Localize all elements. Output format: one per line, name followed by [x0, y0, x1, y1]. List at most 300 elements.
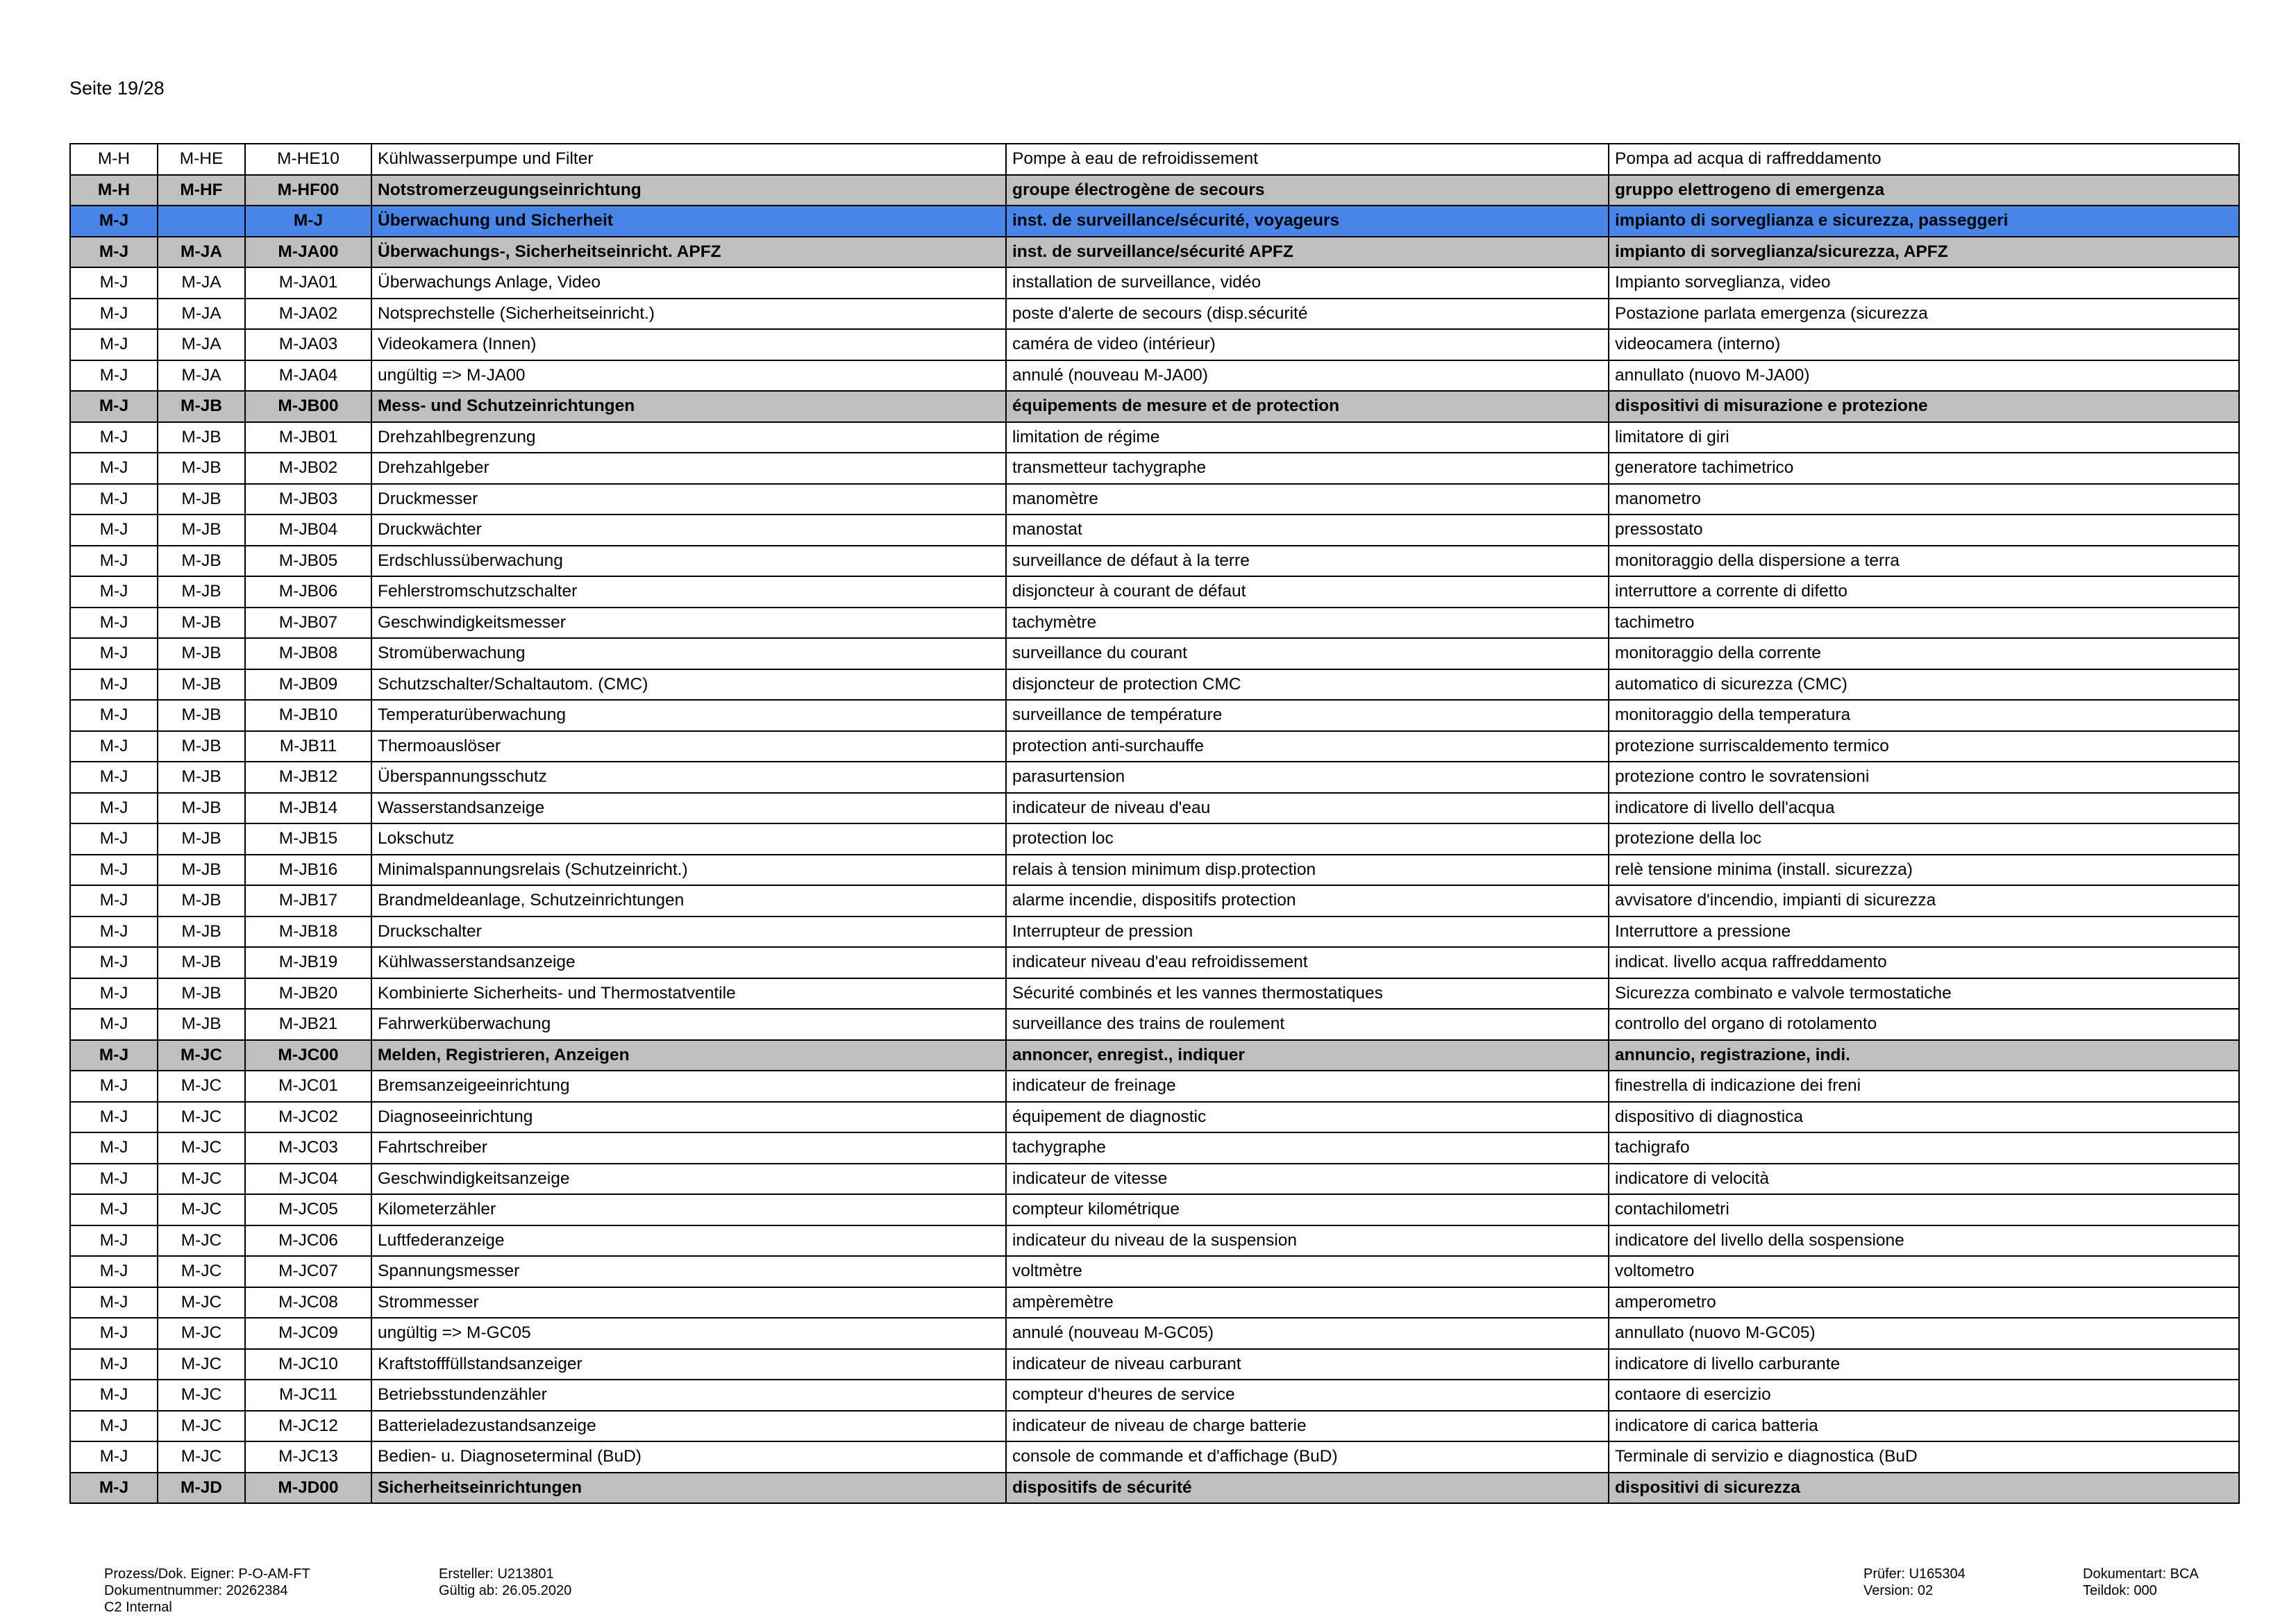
- level2-code-cell: M-JC: [158, 1256, 245, 1287]
- french-description-cell: manostat: [1006, 514, 1609, 546]
- table-row: [70, 762, 2239, 793]
- footer-checker: Prüfer: U165304: [1863, 1566, 1966, 1582]
- italian-description-cell: indicatore di carica batteria: [1609, 1411, 2239, 1442]
- item-code-cell: M-JB09: [245, 669, 371, 701]
- level2-code-cell: M-JB: [158, 885, 245, 916]
- table-row: [70, 608, 2239, 639]
- italian-description-cell: interruttore a corrente di difetto: [1609, 576, 2239, 608]
- level1-code-cell: M-J: [70, 546, 158, 577]
- german-description-cell: Überwachung und Sicherheit: [371, 206, 1006, 237]
- table-row: [70, 144, 2239, 175]
- german-description-cell: ungültig => M-GC05: [371, 1318, 1006, 1349]
- italian-description-cell: manometro: [1609, 484, 2239, 515]
- item-code-cell: M-JB17: [245, 885, 371, 916]
- german-description-cell: Kühlwasserpumpe und Filter: [371, 144, 1006, 175]
- german-description-cell: Notsprechstelle (Sicherheitseinricht.): [371, 299, 1006, 330]
- level1-code-cell: M-J: [70, 669, 158, 701]
- level1-code-cell: M-J: [70, 267, 158, 299]
- level2-code-cell: M-JA: [158, 329, 245, 360]
- level1-code-cell: M-J: [70, 1411, 158, 1442]
- level2-code-cell: M-JB: [158, 762, 245, 793]
- french-description-cell: annulé (nouveau M-GC05): [1006, 1318, 1609, 1349]
- german-description-cell: Fahrtschreiber: [371, 1132, 1006, 1164]
- german-description-cell: Minimalspannungsrelais (Schutzeinricht.): [371, 855, 1006, 886]
- item-code-cell: M-JB15: [245, 823, 371, 855]
- footer-doctype: Dokumentart: BCA: [2083, 1566, 2199, 1582]
- level1-code-cell: M-J: [70, 1164, 158, 1195]
- item-code-cell: M-JB08: [245, 638, 371, 669]
- level1-code-cell: M-J: [70, 608, 158, 639]
- level2-code-cell: M-JD: [158, 1473, 245, 1504]
- item-code-cell: M-JC01: [245, 1071, 371, 1102]
- footer-subdoc: Teildok: 000: [2083, 1583, 2157, 1598]
- french-description-cell: surveillance des trains de roulement: [1006, 1009, 1609, 1040]
- level2-code-cell: M-JA: [158, 237, 245, 268]
- level1-code-cell: M-J: [70, 1009, 158, 1040]
- german-description-cell: Temperaturüberwachung: [371, 700, 1006, 731]
- table-row: [70, 1349, 2239, 1380]
- item-code-cell: M-JB07: [245, 608, 371, 639]
- french-description-cell: indicateur de freinage: [1006, 1071, 1609, 1102]
- german-description-cell: Videokamera (Innen): [371, 329, 1006, 360]
- french-description-cell: dispositifs de sécurité: [1006, 1473, 1609, 1504]
- item-code-cell: M-HF00: [245, 175, 371, 206]
- level2-code-cell: M-JB: [158, 669, 245, 701]
- level1-code-cell: M-J: [70, 1225, 158, 1257]
- level1-code-cell: M-J: [70, 422, 158, 453]
- french-description-cell: parasurtension: [1006, 762, 1609, 793]
- level2-code-cell: M-JB: [158, 855, 245, 886]
- french-description-cell: manomètre: [1006, 484, 1609, 515]
- level2-code-cell: M-JB: [158, 793, 245, 824]
- italian-description-cell: amperometro: [1609, 1287, 2239, 1319]
- german-description-cell: Betriebsstundenzähler: [371, 1380, 1006, 1411]
- item-code-cell: M-JC07: [245, 1256, 371, 1287]
- item-code-cell: M-JC05: [245, 1194, 371, 1225]
- level1-code-cell: M-J: [70, 1441, 158, 1473]
- italian-description-cell: indicatore del livello della sospensione: [1609, 1225, 2239, 1257]
- item-code-cell: M-HE10: [245, 144, 371, 175]
- item-code-cell: M-JC08: [245, 1287, 371, 1319]
- level2-code-cell: M-HF: [158, 175, 245, 206]
- german-description-cell: Batterieladezustandsanzeige: [371, 1411, 1006, 1442]
- german-description-cell: Druckschalter: [371, 916, 1006, 948]
- french-description-cell: indicateur de niveau de charge batterie: [1006, 1411, 1609, 1442]
- level2-code-cell: M-JB: [158, 546, 245, 577]
- level1-code-cell: M-J: [70, 299, 158, 330]
- item-code-cell: M-JB16: [245, 855, 371, 886]
- italian-description-cell: gruppo elettrogeno di emergenza: [1609, 175, 2239, 206]
- item-code-cell: M-JB04: [245, 514, 371, 546]
- table-row: [70, 360, 2239, 392]
- german-description-cell: Diagnoseeinrichtung: [371, 1102, 1006, 1133]
- german-description-cell: Bremsanzeigeeinrichtung: [371, 1071, 1006, 1102]
- level2-code-cell: M-JA: [158, 299, 245, 330]
- level2-code-cell: M-JC: [158, 1380, 245, 1411]
- item-code-cell: M-JA00: [245, 237, 371, 268]
- item-code-cell: M-JC10: [245, 1349, 371, 1380]
- german-description-cell: Brandmeldeanlage, Schutzeinrichtungen: [371, 885, 1006, 916]
- italian-description-cell: Sicurezza combinato e valvole termostatiche: [1609, 978, 2239, 1010]
- level2-code-cell: M-JA: [158, 267, 245, 299]
- italian-description-cell: Pompa ad acqua di raffreddamento: [1609, 144, 2239, 175]
- table-row: [70, 546, 2239, 577]
- french-description-cell: indicateur niveau d'eau refroidissement: [1006, 947, 1609, 978]
- level1-code-cell: M-J: [70, 1349, 158, 1380]
- level2-code-cell: M-JC: [158, 1102, 245, 1133]
- table-row: [70, 576, 2239, 608]
- level1-code-cell: M-J: [70, 484, 158, 515]
- level2-code-cell: M-JC: [158, 1349, 245, 1380]
- italian-description-cell: annuncio, registrazione, indi.: [1609, 1040, 2239, 1071]
- german-description-cell: Drehzahlbegrenzung: [371, 422, 1006, 453]
- table-row: [70, 1411, 2239, 1442]
- level2-code-cell: [158, 206, 245, 237]
- italian-description-cell: monitoraggio della corrente: [1609, 638, 2239, 669]
- level2-code-cell: M-JB: [158, 514, 245, 546]
- italian-description-cell: indicat. livello acqua raffreddamento: [1609, 947, 2239, 978]
- french-description-cell: annoncer, enregist., indiquer: [1006, 1040, 1609, 1071]
- item-code-cell: M-JB02: [245, 453, 371, 484]
- level2-code-cell: M-JB: [158, 576, 245, 608]
- level1-code-cell: M-J: [70, 855, 158, 886]
- german-description-cell: Geschwindigkeitsmesser: [371, 608, 1006, 639]
- italian-description-cell: tachigrafo: [1609, 1132, 2239, 1164]
- level1-code-cell: M-J: [70, 1071, 158, 1102]
- item-code-cell: M-JB05: [245, 546, 371, 577]
- level1-code-cell: M-J: [70, 793, 158, 824]
- french-description-cell: indicateur du niveau de la suspension: [1006, 1225, 1609, 1257]
- level2-code-cell: M-JC: [158, 1132, 245, 1164]
- italian-description-cell: protezione della loc: [1609, 823, 2239, 855]
- item-code-cell: M-JC03: [245, 1132, 371, 1164]
- italian-description-cell: dispositivi di sicurezza: [1609, 1473, 2239, 1504]
- french-description-cell: protection anti-surchauffe: [1006, 731, 1609, 762]
- german-description-cell: Spannungsmesser: [371, 1256, 1006, 1287]
- item-code-cell: M-JB19: [245, 947, 371, 978]
- french-description-cell: voltmètre: [1006, 1256, 1609, 1287]
- item-code-cell: M-JB21: [245, 1009, 371, 1040]
- french-description-cell: Sécurité combinés et les vannes thermostatiques: [1006, 978, 1609, 1010]
- level1-code-cell: M-J: [70, 1132, 158, 1164]
- table-row: [70, 947, 2239, 978]
- french-description-cell: caméra de video (intérieur): [1006, 329, 1609, 360]
- level1-code-cell: M-J: [70, 360, 158, 392]
- level1-code-cell: M-J: [70, 453, 158, 484]
- level1-code-cell: M-J: [70, 329, 158, 360]
- item-code-cell: M-JA01: [245, 267, 371, 299]
- italian-description-cell: impianto di sorveglianza e sicurezza, passeggeri: [1609, 206, 2239, 237]
- item-code-cell: M-JB12: [245, 762, 371, 793]
- footer-version: Version: 02: [1863, 1583, 1934, 1598]
- italian-description-cell: limitatore di giri: [1609, 422, 2239, 453]
- level1-code-cell: M-J: [70, 700, 158, 731]
- table-row: [70, 1164, 2239, 1195]
- item-code-cell: M-JA04: [245, 360, 371, 392]
- item-code-cell: M-JA02: [245, 299, 371, 330]
- group-header-row: [70, 237, 2239, 268]
- item-code-cell: M-JB11: [245, 731, 371, 762]
- level2-code-cell: M-JC: [158, 1287, 245, 1319]
- german-description-cell: Melden, Registrieren, Anzeigen: [371, 1040, 1006, 1071]
- table-row: [70, 793, 2239, 824]
- german-description-cell: Druckwächter: [371, 514, 1006, 546]
- level1-code-cell: M-J: [70, 762, 158, 793]
- italian-description-cell: contaore di esercizio: [1609, 1380, 2239, 1411]
- german-description-cell: Thermoauslöser: [371, 731, 1006, 762]
- table-row: [70, 731, 2239, 762]
- item-code-cell: M-J: [245, 206, 371, 237]
- level1-code-cell: M-J: [70, 731, 158, 762]
- italian-description-cell: annullato (nuovo M-GC05): [1609, 1318, 2239, 1349]
- level1-code-cell: M-J: [70, 1287, 158, 1319]
- french-description-cell: limitation de régime: [1006, 422, 1609, 453]
- level2-code-cell: M-JB: [158, 700, 245, 731]
- french-description-cell: protection loc: [1006, 823, 1609, 855]
- table-row: [70, 299, 2239, 330]
- italian-description-cell: videocamera (interno): [1609, 329, 2239, 360]
- component-code-table: [69, 143, 2240, 1504]
- footer-owner: Prozess/Dok. Eigner: P-O-AM-FT: [104, 1566, 310, 1582]
- item-code-cell: M-JB20: [245, 978, 371, 1010]
- table-row: [70, 916, 2239, 948]
- group-header-row: [70, 1040, 2239, 1071]
- item-code-cell: M-JC09: [245, 1318, 371, 1349]
- level1-code-cell: M-J: [70, 916, 158, 948]
- level2-code-cell: M-HE: [158, 144, 245, 175]
- german-description-cell: ungültig => M-JA00: [371, 360, 1006, 392]
- item-code-cell: M-JB03: [245, 484, 371, 515]
- italian-description-cell: protezione surriscaldemento termico: [1609, 731, 2239, 762]
- french-description-cell: installation de surveillance, vidéo: [1006, 267, 1609, 299]
- italian-description-cell: finestrella di indicazione dei freni: [1609, 1071, 2239, 1102]
- german-description-cell: Notstromerzeugungseinrichtung: [371, 175, 1006, 206]
- french-description-cell: ampèremètre: [1006, 1287, 1609, 1319]
- level1-code-cell: M-J: [70, 1473, 158, 1504]
- french-description-cell: relais à tension minimum disp.protection: [1006, 855, 1609, 886]
- french-description-cell: Interrupteur de pression: [1006, 916, 1609, 948]
- italian-description-cell: avvisatore d'incendio, impianti di sicurezza: [1609, 885, 2239, 916]
- french-description-cell: inst. de surveillance/sécurité, voyageurs: [1006, 206, 1609, 237]
- level1-code-cell: M-J: [70, 1102, 158, 1133]
- footer-classification: C2 Internal: [104, 1600, 172, 1615]
- french-description-cell: annulé (nouveau M-JA00): [1006, 360, 1609, 392]
- german-description-cell: Drehzahlgeber: [371, 453, 1006, 484]
- italian-description-cell: monitoraggio della dispersione a terra: [1609, 546, 2239, 577]
- table-row: [70, 422, 2239, 453]
- german-description-cell: Kühlwasserstandsanzeige: [371, 947, 1006, 978]
- french-description-cell: inst. de surveillance/sécurité APFZ: [1006, 237, 1609, 268]
- german-description-cell: Luftfederanzeige: [371, 1225, 1006, 1257]
- table-row: [70, 885, 2239, 916]
- item-code-cell: M-JB01: [245, 422, 371, 453]
- level1-code-cell: M-H: [70, 144, 158, 175]
- italian-description-cell: automatico di sicurezza (CMC): [1609, 669, 2239, 701]
- level1-code-cell: M-J: [70, 1040, 158, 1071]
- item-code-cell: M-JC12: [245, 1411, 371, 1442]
- german-description-cell: Überwachungs Anlage, Video: [371, 267, 1006, 299]
- level1-code-cell: M-J: [70, 1318, 158, 1349]
- german-description-cell: Kombinierte Sicherheits- und Thermostatventile: [371, 978, 1006, 1010]
- group-header-row: [70, 391, 2239, 422]
- french-description-cell: disjoncteur à courant de défaut: [1006, 576, 1609, 608]
- category-header-row: [70, 206, 2239, 237]
- level2-code-cell: M-JC: [158, 1225, 245, 1257]
- french-description-cell: Pompe à eau de refroidissement: [1006, 144, 1609, 175]
- table-row: [70, 1009, 2239, 1040]
- italian-description-cell: contachilometri: [1609, 1194, 2239, 1225]
- level2-code-cell: M-JA: [158, 360, 245, 392]
- footer-docnumber: Dokumentnummer: 20262384: [104, 1583, 288, 1598]
- table-row: [70, 1287, 2239, 1319]
- level2-code-cell: M-JB: [158, 978, 245, 1010]
- table-row: [70, 1225, 2239, 1257]
- german-description-cell: Fahrwerküberwachung: [371, 1009, 1006, 1040]
- table-row: [70, 1132, 2239, 1164]
- group-header-row: [70, 175, 2239, 206]
- page-number: Seite 19/28: [69, 78, 165, 99]
- table-row: [70, 484, 2239, 515]
- level2-code-cell: M-JB: [158, 422, 245, 453]
- item-code-cell: M-JB14: [245, 793, 371, 824]
- table-row: [70, 669, 2239, 701]
- level1-code-cell: M-J: [70, 1194, 158, 1225]
- italian-description-cell: indicatore di livello carburante: [1609, 1349, 2239, 1380]
- level1-code-cell: M-J: [70, 823, 158, 855]
- french-description-cell: disjoncteur de protection CMC: [1006, 669, 1609, 701]
- italian-description-cell: protezione contro le sovratensioni: [1609, 762, 2239, 793]
- french-description-cell: compteur kilométrique: [1006, 1194, 1609, 1225]
- french-description-cell: surveillance de défaut à la terre: [1006, 546, 1609, 577]
- footer-valid-from: Gültig ab: 26.05.2020: [439, 1583, 572, 1598]
- table-row: [70, 855, 2239, 886]
- italian-description-cell: impianto di sorveglianza/sicurezza, APFZ: [1609, 237, 2239, 268]
- item-code-cell: M-JB10: [245, 700, 371, 731]
- item-code-cell: M-JD00: [245, 1473, 371, 1504]
- level2-code-cell: M-JC: [158, 1194, 245, 1225]
- table-row: [70, 1194, 2239, 1225]
- italian-description-cell: dispositivi di misurazione e protezione: [1609, 391, 2239, 422]
- german-description-cell: Überspannungsschutz: [371, 762, 1006, 793]
- german-description-cell: Druckmesser: [371, 484, 1006, 515]
- level2-code-cell: M-JC: [158, 1040, 245, 1071]
- item-code-cell: M-JC13: [245, 1441, 371, 1473]
- german-description-cell: Stromüberwachung: [371, 638, 1006, 669]
- level2-code-cell: M-JB: [158, 391, 245, 422]
- item-code-cell: M-JC06: [245, 1225, 371, 1257]
- italian-description-cell: dispositivo di diagnostica: [1609, 1102, 2239, 1133]
- french-description-cell: indicateur de niveau carburant: [1006, 1349, 1609, 1380]
- level2-code-cell: M-JB: [158, 453, 245, 484]
- level2-code-cell: M-JC: [158, 1164, 245, 1195]
- french-description-cell: poste d'alerte de secours (disp.sécurité: [1006, 299, 1609, 330]
- german-description-cell: Lokschutz: [371, 823, 1006, 855]
- level2-code-cell: M-JB: [158, 484, 245, 515]
- french-description-cell: transmetteur tachygraphe: [1006, 453, 1609, 484]
- french-description-cell: surveillance de température: [1006, 700, 1609, 731]
- table-row: [70, 1102, 2239, 1133]
- german-description-cell: Erdschlussüberwachung: [371, 546, 1006, 577]
- french-description-cell: surveillance du courant: [1006, 638, 1609, 669]
- french-description-cell: alarme incendie, dispositifs protection: [1006, 885, 1609, 916]
- table-row: [70, 1441, 2239, 1473]
- level2-code-cell: M-JC: [158, 1411, 245, 1442]
- item-code-cell: M-JC02: [245, 1102, 371, 1133]
- german-description-cell: Bedien- u. Diagnoseterminal (BuD): [371, 1441, 1006, 1473]
- item-code-cell: M-JC00: [245, 1040, 371, 1071]
- german-description-cell: Geschwindigkeitsanzeige: [371, 1164, 1006, 1195]
- table-row: [70, 1071, 2239, 1102]
- level1-code-cell: M-J: [70, 237, 158, 268]
- level2-code-cell: M-JB: [158, 1009, 245, 1040]
- item-code-cell: M-JC04: [245, 1164, 371, 1195]
- table-row: [70, 1380, 2239, 1411]
- french-description-cell: indicateur de niveau d'eau: [1006, 793, 1609, 824]
- french-description-cell: tachygraphe: [1006, 1132, 1609, 1164]
- item-code-cell: M-JB00: [245, 391, 371, 422]
- italian-description-cell: monitoraggio della temperatura: [1609, 700, 2239, 731]
- item-code-cell: M-JB18: [245, 916, 371, 948]
- italian-description-cell: Terminale di servizio e diagnostica (BuD: [1609, 1441, 2239, 1473]
- item-code-cell: M-JC11: [245, 1380, 371, 1411]
- german-description-cell: Sicherheitseinrichtungen: [371, 1473, 1006, 1504]
- french-description-cell: groupe électrogène de secours: [1006, 175, 1609, 206]
- german-description-cell: Wasserstandsanzeige: [371, 793, 1006, 824]
- german-description-cell: Kraftstofffüllstandsanzeiger: [371, 1349, 1006, 1380]
- level1-code-cell: M-J: [70, 514, 158, 546]
- italian-description-cell: Postazione parlata emergenza (sicurezza: [1609, 299, 2239, 330]
- table-row: [70, 267, 2239, 299]
- german-description-cell: Strommesser: [371, 1287, 1006, 1319]
- level1-code-cell: M-J: [70, 638, 158, 669]
- german-description-cell: Kilometerzähler: [371, 1194, 1006, 1225]
- italian-description-cell: indicatore di livello dell'acqua: [1609, 793, 2239, 824]
- french-description-cell: compteur d'heures de service: [1006, 1380, 1609, 1411]
- level2-code-cell: M-JC: [158, 1071, 245, 1102]
- table-row: [70, 1256, 2239, 1287]
- italian-description-cell: pressostato: [1609, 514, 2239, 546]
- level2-code-cell: M-JC: [158, 1441, 245, 1473]
- footer-creator: Ersteller: U213801: [439, 1566, 554, 1582]
- level2-code-cell: M-JC: [158, 1318, 245, 1349]
- italian-description-cell: annullato (nuovo M-JA00): [1609, 360, 2239, 392]
- level2-code-cell: M-JB: [158, 916, 245, 948]
- level1-code-cell: M-J: [70, 885, 158, 916]
- italian-description-cell: Impianto sorveglianza, video: [1609, 267, 2239, 299]
- level2-code-cell: M-JB: [158, 823, 245, 855]
- group-header-row: [70, 1473, 2239, 1504]
- italian-description-cell: tachimetro: [1609, 608, 2239, 639]
- level2-code-cell: M-JB: [158, 731, 245, 762]
- table-row: [70, 514, 2239, 546]
- item-code-cell: M-JA03: [245, 329, 371, 360]
- german-description-cell: Schutzschalter/Schaltautom. (CMC): [371, 669, 1006, 701]
- italian-description-cell: relè tensione minima (install. sicurezza): [1609, 855, 2239, 886]
- german-description-cell: Überwachungs-, Sicherheitseinricht. APFZ: [371, 237, 1006, 268]
- level1-code-cell: M-J: [70, 576, 158, 608]
- level2-code-cell: M-JB: [158, 638, 245, 669]
- french-description-cell: indicateur de vitesse: [1006, 1164, 1609, 1195]
- italian-description-cell: Interruttore a pressione: [1609, 916, 2239, 948]
- level1-code-cell: M-J: [70, 206, 158, 237]
- table-row: [70, 700, 2239, 731]
- table-row: [70, 978, 2239, 1010]
- level1-code-cell: M-J: [70, 391, 158, 422]
- german-description-cell: Mess- und Schutzeinrichtungen: [371, 391, 1006, 422]
- italian-description-cell: voltometro: [1609, 1256, 2239, 1287]
- french-description-cell: équipements de mesure et de protection: [1006, 391, 1609, 422]
- table-row: [70, 823, 2239, 855]
